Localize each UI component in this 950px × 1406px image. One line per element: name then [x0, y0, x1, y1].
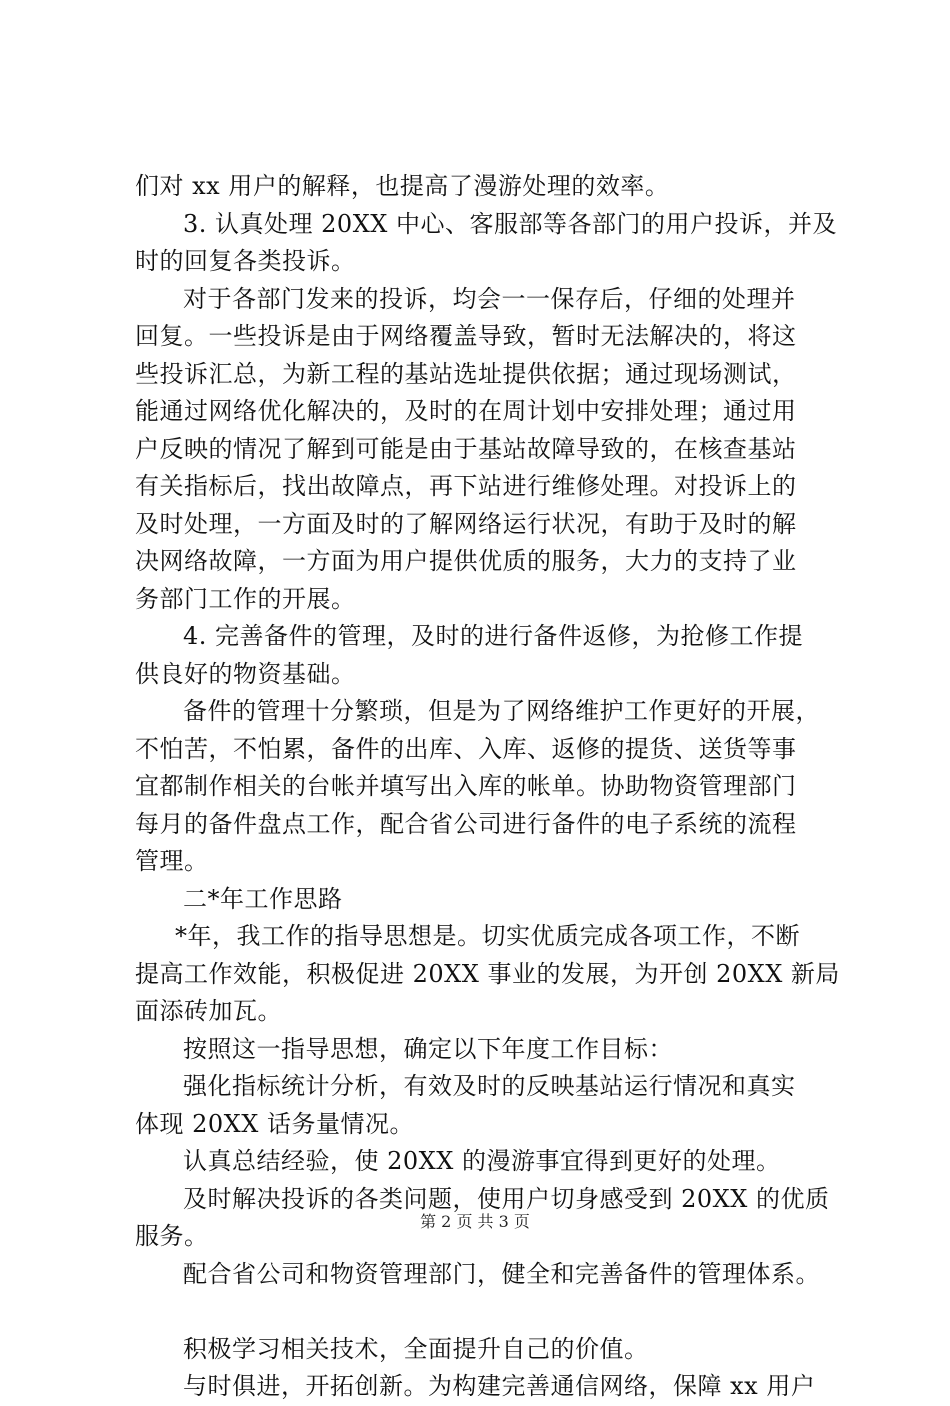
text-line: 户反映的情况了解到可能是由于基站故障导致的，在核查基站 — [135, 434, 797, 463]
text-line: 时的回复各类投诉。 — [135, 247, 356, 275]
page-footer: 第 2 页 共 3 页 — [420, 1212, 530, 1231]
text-line: 回复。一些投诉是由于网络覆盖导致，暂时无法解决的，将这 — [135, 322, 797, 350]
text-line: 强化指标统计分析，有效及时的反映基站运行情况和真实 — [183, 1072, 796, 1100]
text-line: 管理。 — [135, 847, 209, 875]
text-line: 积极学习相关技术，全面提升自己的价值。 — [183, 1334, 649, 1363]
text-line: 3. 认真处理 20XX 中心、客服部等各部门的用户投诉，并及 — [183, 209, 837, 238]
text-line: *年，我工作的指导思想是。切实优质完成各项工作，不断 — [175, 922, 800, 950]
text-line: 4. 完善备件的管理，及时的进行备件返修，为抢修工作提 — [183, 622, 804, 650]
text-line: 配合省公司和物资管理部门，健全和完善备件的管理体系。 — [183, 1259, 820, 1288]
text-line: 及时处理，一方面及时的了解网络运行状况，有助于及时的解 — [135, 509, 797, 538]
text-line: 决网络故障，一方面为用户提供优质的服务，大力的支持了业 — [135, 547, 797, 575]
text-line: 按照这一指导思想，确定以下年度工作目标： — [183, 1034, 673, 1063]
text-line: 提高工作效能，积极促进 20XX 事业的发展，为开创 20XX 新局 — [135, 959, 840, 988]
text-line: 体现 20XX 话务量情况。 — [135, 1109, 414, 1138]
text-line: 及时解决投诉的各类问题，使用户切身感受到 20XX 的优质 — [183, 1184, 830, 1213]
text-line: 们对 xx 用户的解释，也提高了漫游处理的效率。 — [135, 172, 670, 200]
text-line: 面添砖加瓦。 — [135, 997, 282, 1025]
text-line: 认真总结经验，使 20XX 的漫游事宜得到更好的处理。 — [183, 1147, 781, 1175]
text-line: 供良好的物资基础。 — [135, 659, 356, 688]
text-line: 不怕苦，不怕累，备件的出库、入库、返修的提货、送货等事 — [135, 734, 797, 763]
text-line: 服务。 — [135, 1222, 209, 1250]
text-line: 每月的备件盘点工作，配合省公司进行备件的电子系统的流程 — [135, 809, 797, 838]
text-line: 备件的管理十分繁琐，但是为了网络维护工作更好的开展， — [183, 697, 820, 725]
blank-line — [135, 1293, 855, 1331]
text-line: 能通过网络优化解决的，及时的在周计划中安排处理；通过用 — [135, 397, 797, 425]
text-line: 与时俱进，开拓创新。为构建完善通信网络，保障 xx 用户 — [183, 1372, 816, 1400]
text-line: 些投诉汇总，为新工程的基站选址提供依据；通过现场测试， — [135, 359, 797, 388]
text-line: 宜都制作相关的台帐并填写出入库的帐单。协助物资管理部门 — [135, 772, 797, 800]
text-line: 有关指标后，找出故障点，再下站进行维修处理。对投诉上的 — [135, 472, 797, 500]
text-line: 对于各部门发来的投诉，均会一一保存后，仔细的处理并 — [183, 284, 796, 313]
text-line: 务部门工作的开展。 — [135, 584, 356, 613]
section-heading: 二*年工作思路 — [183, 884, 343, 913]
